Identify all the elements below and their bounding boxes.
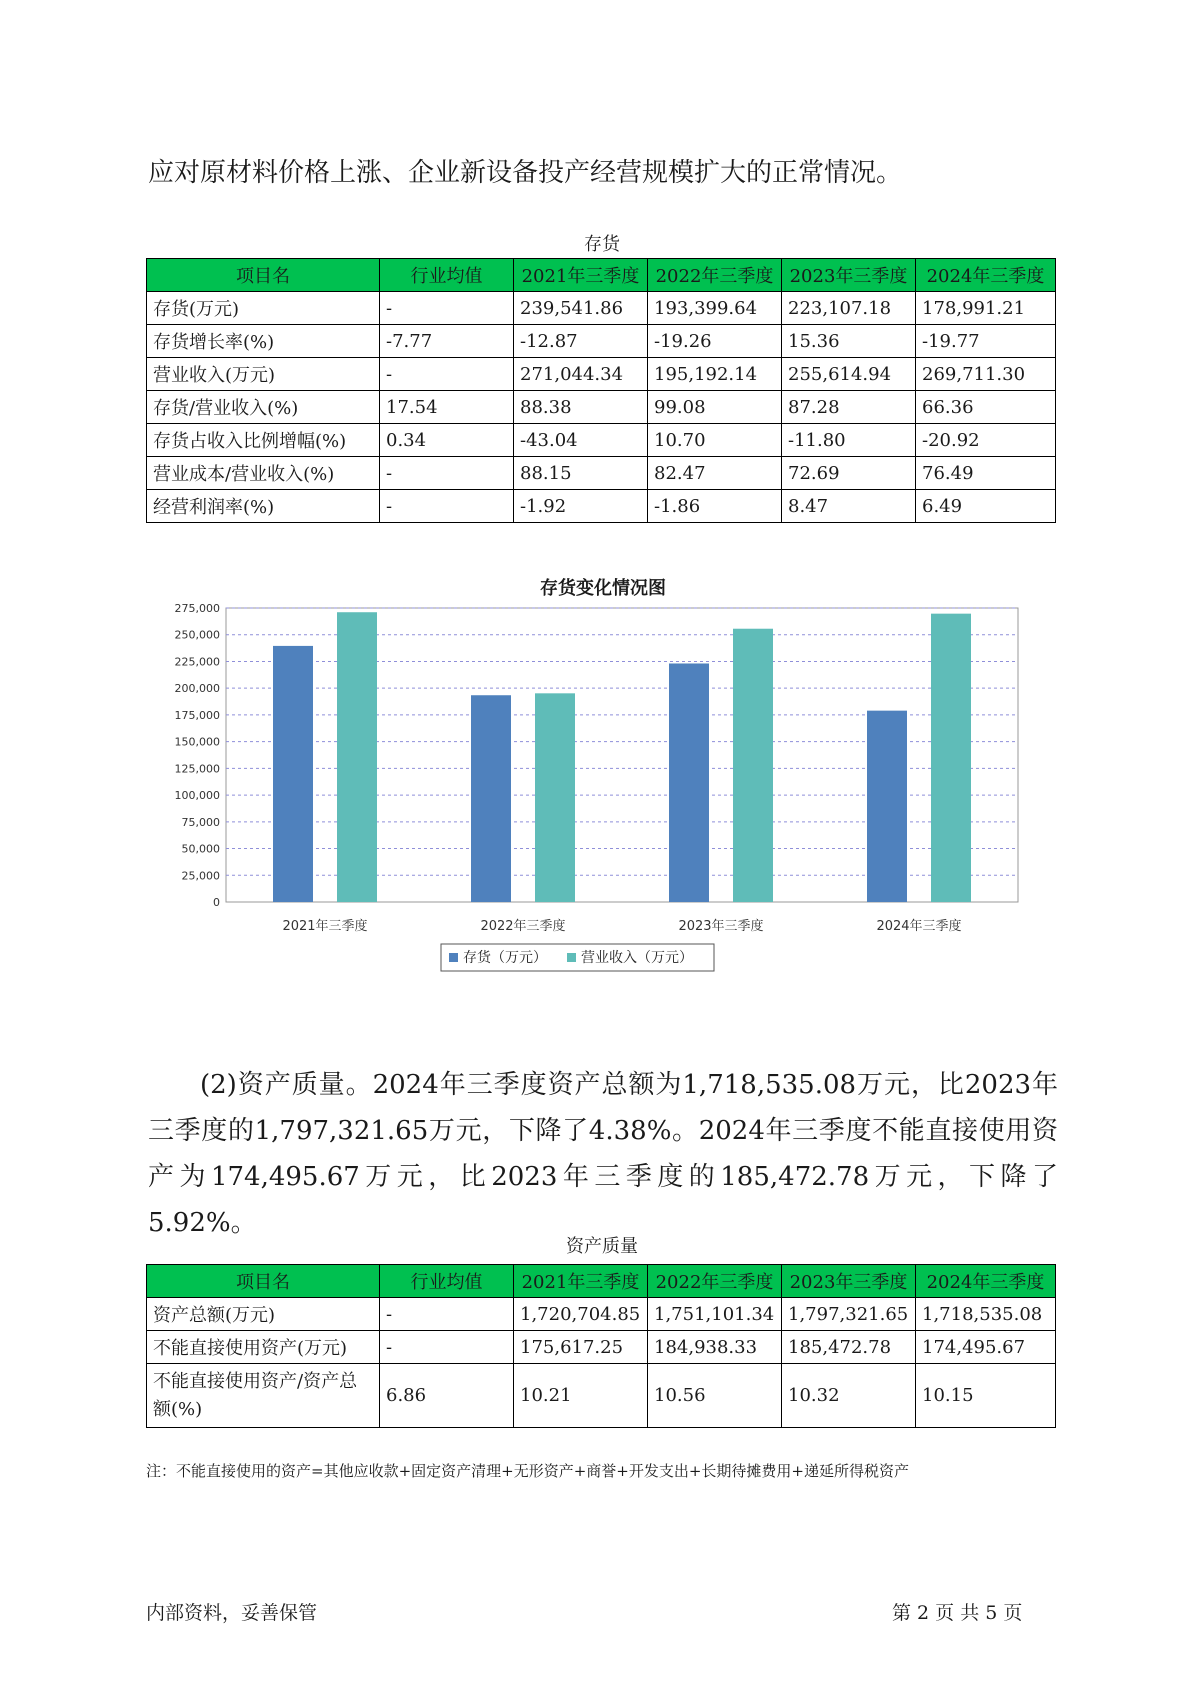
table-cell: - xyxy=(380,358,514,391)
paragraph-1: 应对原材料价格上涨、企业新设备投产经营规模扩大的正常情况。 xyxy=(148,158,903,188)
table-cell: 营业收入(万元) xyxy=(147,358,380,391)
table-cell: 271,044.34 xyxy=(514,358,648,391)
header-cell: 项目名 xyxy=(147,259,380,292)
table-cell: 87.28 xyxy=(782,391,916,424)
table-cell: 185,472.78 xyxy=(782,1331,916,1364)
table-cell: 175,617.25 xyxy=(514,1331,648,1364)
table-cell: -20.92 xyxy=(916,424,1056,457)
header-cell: 2022年三季度 xyxy=(648,259,782,292)
footnote: 注：不能直接使用的资产=其他应收款+固定资产清理+无形资产+商誉+开发支出+长期待摊费用+递延所得税资产 xyxy=(146,1462,909,1480)
table-cell: 存货增长率(%) xyxy=(147,325,380,358)
y-tick-label: 75,000 xyxy=(181,815,220,829)
legend-label: 存货（万元） xyxy=(463,950,547,966)
legend-label: 营业收入（万元） xyxy=(581,950,693,966)
table-cell: - xyxy=(380,292,514,325)
y-tick-label: 25,000 xyxy=(181,869,220,883)
table-cell: 0.34 xyxy=(380,424,514,457)
table-cell: -11.80 xyxy=(782,424,916,457)
table-cell: - xyxy=(380,490,514,523)
legend-swatch xyxy=(449,953,458,962)
table-row xyxy=(147,1364,1056,1428)
table-cell: 经营利润率(%) xyxy=(147,490,380,523)
header-cell: 2023年三季度 xyxy=(782,1265,916,1298)
header-cell: 2024年三季度 xyxy=(916,259,1056,292)
table-cell: 195,192.14 xyxy=(648,358,782,391)
table-row xyxy=(147,424,1056,457)
y-tick-label: 250,000 xyxy=(174,628,220,642)
header-cell: 行业均值 xyxy=(380,259,514,292)
table-header-row xyxy=(147,259,1056,292)
table-cell: 6.49 xyxy=(916,490,1056,523)
table-cell: 239,541.86 xyxy=(514,292,648,325)
bar-inventory xyxy=(273,646,313,902)
y-tick-label: 100,000 xyxy=(174,789,220,803)
table-cell: 255,614.94 xyxy=(782,358,916,391)
table-row xyxy=(147,457,1056,490)
paragraph-2: (2)资产质量。2024年三季度资产总额为1,718,535.08万元，比2023年三季度的1,797,321.65万元，下降了4.38%。2024年三季度不能直接使用资产为174,495.67万元，比2023年三季度的185,472.78万元，下降了5.92%。 xyxy=(148,1070,1058,1238)
table-cell: 10.21 xyxy=(514,1364,648,1428)
table-cell: 223,107.18 xyxy=(782,292,916,325)
y-tick-label: 175,000 xyxy=(174,708,220,722)
table-cell: 193,399.64 xyxy=(648,292,782,325)
table-cell: 6.86 xyxy=(380,1364,514,1428)
table-cell: 82.47 xyxy=(648,457,782,490)
table-cell: 8.47 xyxy=(782,490,916,523)
table-cell: 存货/营业收入(%) xyxy=(147,391,380,424)
bar-inventory xyxy=(471,695,511,902)
footer-page-number: 第 2 页 共 5 页 xyxy=(892,1602,1023,1624)
header-cell: 2021年三季度 xyxy=(514,1265,648,1298)
bar-inventory xyxy=(669,663,709,902)
x-tick-label: 2023年三季度 xyxy=(678,919,764,934)
table-cell: 资产总额(万元) xyxy=(147,1298,380,1331)
header-cell: 2024年三季度 xyxy=(916,1265,1056,1298)
table-cell: 不能直接使用资产(万元) xyxy=(147,1331,380,1364)
table-cell: 1,718,535.08 xyxy=(916,1298,1056,1331)
table-cell: 15.36 xyxy=(782,325,916,358)
table-row xyxy=(147,325,1056,358)
table-cell: 10.15 xyxy=(916,1364,1056,1428)
table2-caption: 资产质量 xyxy=(566,1236,638,1257)
table1-caption: 存货 xyxy=(584,234,620,255)
header-cell: 2021年三季度 xyxy=(514,259,648,292)
y-tick-label: 50,000 xyxy=(181,842,220,856)
table-cell: 1,720,704.85 xyxy=(514,1298,648,1331)
header-cell: 行业均值 xyxy=(380,1265,514,1298)
table-cell: 1,797,321.65 xyxy=(782,1298,916,1331)
table-row xyxy=(147,358,1056,391)
table-cell: 184,938.33 xyxy=(648,1331,782,1364)
table-cell: 10.70 xyxy=(648,424,782,457)
inventory-table xyxy=(146,258,1056,523)
table-cell: 存货(万元) xyxy=(147,292,380,325)
chart-canvas xyxy=(148,604,1058,1034)
table-cell: -43.04 xyxy=(514,424,648,457)
table-cell: 88.15 xyxy=(514,457,648,490)
inventory-chart xyxy=(148,574,1058,1034)
x-tick-label: 2024年三季度 xyxy=(876,919,962,934)
table-row xyxy=(147,292,1056,325)
table-cell: -19.26 xyxy=(648,325,782,358)
table-cell: 178,991.21 xyxy=(916,292,1056,325)
table-row xyxy=(147,490,1056,523)
x-tick-label: 2022年三季度 xyxy=(480,919,566,934)
bar-inventory xyxy=(867,711,907,902)
table-cell: - xyxy=(380,457,514,490)
y-tick-label: 0 xyxy=(213,896,220,909)
table-cell: 269,711.30 xyxy=(916,358,1056,391)
table-cell: 存货占收入比例增幅(%) xyxy=(147,424,380,457)
table-cell: - xyxy=(380,1331,514,1364)
header-cell: 2022年三季度 xyxy=(648,1265,782,1298)
table-row xyxy=(147,1331,1056,1364)
table-header-row xyxy=(147,1265,1056,1298)
bar-revenue xyxy=(931,614,971,902)
table-cell: -1.86 xyxy=(648,490,782,523)
y-tick-label: 225,000 xyxy=(174,655,220,669)
table-cell: 10.32 xyxy=(782,1364,916,1428)
header-cell: 2023年三季度 xyxy=(782,259,916,292)
footer-confidential: 内部资料，妥善保管 xyxy=(146,1602,318,1624)
bar-revenue xyxy=(337,612,377,902)
table-cell: -7.77 xyxy=(380,325,514,358)
table-cell: 不能直接使用资产/资产总额(%) xyxy=(147,1364,380,1428)
table-cell: 17.54 xyxy=(380,391,514,424)
table-cell: 88.38 xyxy=(514,391,648,424)
table-cell: 10.56 xyxy=(648,1364,782,1428)
legend-swatch xyxy=(567,953,576,962)
table-cell: 99.08 xyxy=(648,391,782,424)
table-cell: 营业成本/营业收入(%) xyxy=(147,457,380,490)
table-cell: - xyxy=(380,1298,514,1331)
y-tick-label: 150,000 xyxy=(174,735,220,749)
table-cell: -19.77 xyxy=(916,325,1056,358)
table-cell: 72.69 xyxy=(782,457,916,490)
table-cell: 66.36 xyxy=(916,391,1056,424)
header-cell: 项目名 xyxy=(147,1265,380,1298)
table-cell: 1,751,101.34 xyxy=(648,1298,782,1331)
table-row xyxy=(147,1298,1056,1331)
asset-quality-table xyxy=(146,1264,1056,1428)
y-tick-label: 125,000 xyxy=(174,762,220,776)
bar-revenue xyxy=(733,629,773,902)
table-cell: 174,495.67 xyxy=(916,1331,1056,1364)
bar-revenue xyxy=(535,693,575,902)
table-cell: 76.49 xyxy=(916,457,1056,490)
chart-title: 存货变化情况图 xyxy=(540,578,666,599)
x-tick-label: 2021年三季度 xyxy=(282,919,368,934)
y-tick-label: 275,000 xyxy=(174,604,220,615)
y-tick-label: 200,000 xyxy=(174,682,220,696)
table-cell: -12.87 xyxy=(514,325,648,358)
table-cell: -1.92 xyxy=(514,490,648,523)
table-row xyxy=(147,391,1056,424)
